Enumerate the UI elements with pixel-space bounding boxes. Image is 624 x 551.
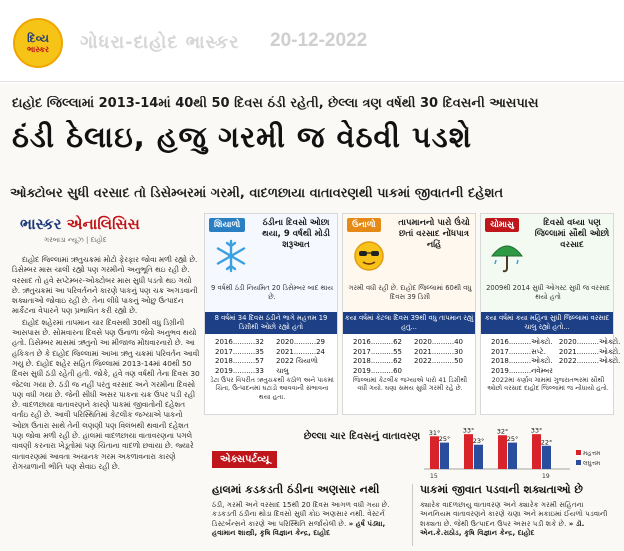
table-cell: 2018..........57: [215, 357, 264, 365]
chart-bar: [532, 434, 541, 469]
winter-card: [204, 213, 338, 415]
data-label: 25°: [506, 435, 519, 444]
table-cell: 2018..........62: [353, 357, 402, 365]
table-cell: 2019..........નવેમ્બર: [491, 366, 553, 375]
quote-divider: [412, 484, 413, 546]
byline: ગરબાડા ન્યૂઝ | દાહોદ: [44, 236, 107, 244]
table-cell: 2019..........33: [215, 366, 264, 375]
quote-text: [212, 500, 406, 538]
quote-title: પાકમાં જીવાત પડવાની શક્યતાઓ છે: [420, 483, 583, 496]
table-cell: 2017..........સપ્ટે.: [491, 347, 546, 356]
logo-line-2: ભાસ્કર: [26, 44, 50, 54]
expert-quote-right: [420, 483, 616, 545]
chart-bar: [508, 443, 517, 469]
x-tick-label: 15: [430, 473, 438, 480]
analysis-label: એનાલિસિસ: [61, 215, 140, 233]
chart-bar: [542, 446, 551, 469]
quote-text: [420, 500, 616, 538]
table-cell: 2019..........60: [353, 366, 402, 375]
edition-name: ગોધરા-દાહોદ ભાસ્કર: [80, 32, 240, 53]
chart-bar: [440, 443, 449, 469]
table-cell: 2022 ચિયાળો: [276, 357, 318, 365]
monsoon-bar: કયા વર્ષમાં કયા મહિના સુધી જિલ્લામાં વરસાદ ચાલુ રહ્યો હતો...: [481, 312, 613, 334]
chart-title: છેલ્લા ચાર દિવસનું વાતાવરણ: [303, 431, 421, 442]
legend-entry: મહત્તમ: [583, 450, 601, 457]
article-body: [12, 255, 200, 473]
data-label: 33°: [530, 426, 543, 435]
monsoon-desc: દિવસો વધ્યા પણ જિલ્લામાં સૌથી ઓછો વરસાદ: [534, 218, 610, 250]
legend-swatch: [576, 450, 581, 455]
expert-view-tag: એક્સપર્ટવ્યૂ: [212, 451, 277, 468]
summer-card: [342, 213, 476, 415]
chart-bar: [430, 436, 439, 469]
summer-badge: ઉનાળો: [347, 218, 381, 232]
table-cell: ચાલુ: [276, 366, 289, 375]
data-label: 33°: [462, 426, 475, 435]
monsoon-card: [480, 213, 621, 415]
table-cell: 2020..........ઓક્ટો.: [558, 338, 621, 346]
quote-body: ઠંડી, ગરમી અને વરસાદ 15થી 20 દિવસ આગળ વધી ગયા છે. કડકડતી ઠંડીના થોડા દિવસો સુધી કોઇ અણસાર નથી. વેસ્ટર્ન ડિસ્ટર્બન્સને કારણે આ પરિસ્થિતિ સર્જાયેલી છે.: [212, 500, 390, 528]
table-cell: 2016..........ઓક્ટો.: [491, 338, 553, 346]
logo-line-1: દિવ્ય: [27, 31, 49, 45]
winter-desc: ઠંડીના દિવસો ઓછા થયા, 9 વર્ષથી મોડી શરૂઆત: [262, 218, 330, 250]
table-cell: 2021..........ઓક્ટો.: [558, 347, 621, 356]
quote-title: હાલમાં કડકડતી ઠંડીના અણસાર નથી: [212, 483, 380, 496]
data-label: 23°: [472, 437, 485, 446]
winter-note: 9 વર્ષથી ઠંડી નિયમિત 20 ડિસેમ્બર બાદ થાય છે.: [211, 284, 333, 301]
quote-body: ક્યારેક વાદળછાયુ વાતાવરણ અને ક્યારેક ગરમી સહિતના અનનિયમ વાતાવરણને કારણે ચણા અને મકાઇમાં ઈયળો પડવાની શક્યતા છે. જેથી ઉત્પાદન ઉપર અસર પડી શકે છે.: [420, 500, 608, 528]
summer-table: [353, 338, 469, 376]
monsoon-badge: ચોમાસુ: [485, 218, 519, 232]
monsoon-table: [491, 338, 621, 376]
summer-bar: કયા વર્ષમાં કેટલા દિવસ 39થી વધુ તાપમાન રહ્યું હતુ...: [343, 312, 475, 334]
summer-note: ગરમી વધી રહી છે. દાહોદ જિલ્લામાં 60થી વધુ દિવસ 39 ડિગ્રી: [348, 284, 472, 301]
winter-badge: શિયાળો: [209, 218, 245, 232]
umbrella-icon: [489, 238, 525, 274]
winter-bar: 8 વર્ષમાં 34 દિવસ ઠંડીને ભાગે મહત્તમ 19 ડિગ્રીથી ઓછો રહ્યો હતો: [205, 312, 337, 334]
headline: ઠંડી ઠેલાઇ, હજુ ગરમી જ વેઠવી પડશે: [12, 120, 473, 154]
body-paragraph: દાહોદ જિલ્લામાં ઋતુચક્રમાં મોટો ફેરફાર જોવા મળી રહ્યો છે. ડિસેમ્બર માસ ચાલી રહ્યો પણ ગરમીનો અનુભૂતિ થઇ રહી છે. વરસાદ તો હવે સપ્ટેમ્બર-ઓક્ટોબર માસ સુધી પડતો થઇ ગયો છે. ઋતુચક્રમાં આ પરિવર્તનને કારણે પાકનું પણ ચક્ર અગડવાની શક્યતાઓ જોવાઇ રહી છે. તેના લીધે પાકનું ઓછુ ઉત્પાદન માર્કેટના વેપારને પણ પ્રભાવિત કરી રહ્યો છે.: [12, 255, 198, 316]
bhaskar-analysis-tag: [20, 215, 140, 233]
top-bar: [0, 0, 624, 82]
data-label: 25°: [438, 435, 451, 444]
table-cell: 2016..........32: [215, 338, 264, 346]
table-cell: 2020..........29: [276, 338, 325, 346]
weather-bar-chart: [420, 421, 616, 481]
data-label: 32°: [496, 427, 509, 436]
brand-label: ભાસ્કર: [20, 215, 62, 233]
data-label: 22°: [540, 438, 553, 447]
winter-footnote: ડેટા ઉપર વિપરીત ઋતુચક્રથી કઠોળ અને પાકમાં ચિંતા, ઉત્પાદનમાં ઘટાડો આવવાની સંભાવના થયા હતા.: [210, 376, 334, 401]
publication-date: 20-12-2022: [270, 30, 368, 51]
monsoon-footnote: 2022માં કર્ણાવ ગામમાં ગુજરાતભરમાં સૌથી ઓછો વરસાદ દાહોદ જિલ્લામાં જ નોંધાયો હતો.: [487, 376, 609, 393]
legend-entry: લઘુત્તમ: [583, 460, 601, 467]
winter-table: [215, 338, 331, 376]
chart-bar: [474, 445, 483, 469]
table-cell: 2017..........35: [215, 347, 264, 356]
subheadline: ઓક્ટોબર સુધી વરસાદ તો ડિસેમ્બરમાં ગરમી, વાદળછાયા વાતાવરણથી પાકમાં જીવાતની દહેશત: [10, 186, 504, 201]
table-cell: 2021..........30: [414, 347, 463, 356]
table-cell: 2016..........62: [353, 338, 402, 346]
x-tick-label: 19: [542, 473, 550, 480]
quote-author: » હર્ષ પંડ્યા, હવામાન શાસ્ત્રી, કૃષિ વિજ્ઞાન કેન્દ્ર, દાહોદ: [212, 518, 386, 538]
table-cell: 2020..........40: [414, 338, 463, 346]
table-cell: 2022..........50: [414, 357, 463, 365]
body-paragraph: દાહોદ શહેરમાં તાપમાન ચાર દિવસથી 30થી વધુ ડિગ્રીની આસપાસ છે. સોમવારના દિવસે પણ ઉનાળા જેવો અનુભવ થયો હતો. ડિસેમ્બર માસમાં ઋતુનો આ મીજાજ મોંઘવારનારો છે. આ હકિકત છે કે દાહોદ જિલ્લામાં આખા ઋતુ ચક્રમાં પરિવર્તન આવી ગયુ છે. દાહોદ શહેર સહિત જિલ્લામાં 2013-14માં 40થી 50 દિવસ સુધી ઠંડી રહેતી હતી. જોકે, હવે ત્રણ વર્ષથી તેના દિવસ 30 જેટલા ગયા છે. ઠંડી જ નહીં પરંતુ વરસાદ અને ગરમીના દિવસો પણ વધી ગયા છે. જેની સીધી અસર પાકના ચક્ર ઉપર પડી રહી છે. વાદળછાયા વાતાવરણને કારણે પાકમાં જીવાતોની દહેશત વર્તાઇ રહી છે. આવી પરિસ્થિતિમાં કેટલીક જગ્યાએ પાકનો ઓછા ઉતારા સાથે તેની લણણી પણ વિલંબથી થવાની દહેશત પણ જોવા મળી રહી છે. હાલમાં વાદળછાયા વાતાવરણના પગલે વાવણી કરનારા ખેડૂતોમાં પણ ચિંતાના વાદળો છવાયા છે. જ્યારે વાતાવરણમાં આવતા અચાનક ગરમ અકળાવનારા કારણે રોગચાળાની ભીતિ પણ સેવાઇ રહી છે.: [12, 317, 200, 471]
table-cell: 2017..........55: [353, 347, 402, 356]
snowflake-icon: [213, 238, 249, 274]
legend-swatch: [576, 460, 581, 465]
table-cell: 2018..........ઓક્ટો.: [491, 357, 553, 365]
kicker-line: દાહોદ જિલ્લામાં 2013-14માં 40થી 50 દિવસ ઠંડી રહેતી, છેલ્લા ત્રણ વર્ષથી 30 દિવસની આસપાસ: [12, 96, 539, 111]
table-cell: 2022..........ઓક્ટો.: [558, 357, 621, 365]
table-cell: 2021..........24: [276, 347, 325, 356]
summer-footnote: જિલ્લામાં કેટલીક જગ્યાએ પારો 41 ડિગ્રીથી વધી ગયો. ઘણા સમય સુધી ગરમી રહે છે.: [352, 376, 468, 393]
chart-bar: [498, 435, 507, 469]
data-label: 31°: [428, 428, 441, 437]
quote-author: » ડૉ. એન.કે.રાઠોડ, કૃષિ વિજ્ઞાન કેન્દ્ર, દાહોદ: [420, 518, 585, 538]
table-cell: [559, 367, 620, 377]
table-cell: [414, 367, 469, 377]
monsoon-note: 2009થી 2014 સુધી ઓગસ્ટ સુધી જ વરસાદ થયો હતો: [486, 284, 610, 301]
expert-quote-left: [212, 483, 406, 545]
sun-icon: [351, 238, 387, 274]
divya-bhaskar-logo[interactable]: [13, 18, 63, 68]
summer-desc: તાપમાનનો પારો ઉંચો છતાં વરસાદ નોંધપાત્ર નહિં: [398, 218, 470, 250]
chart-bar: [464, 434, 473, 469]
